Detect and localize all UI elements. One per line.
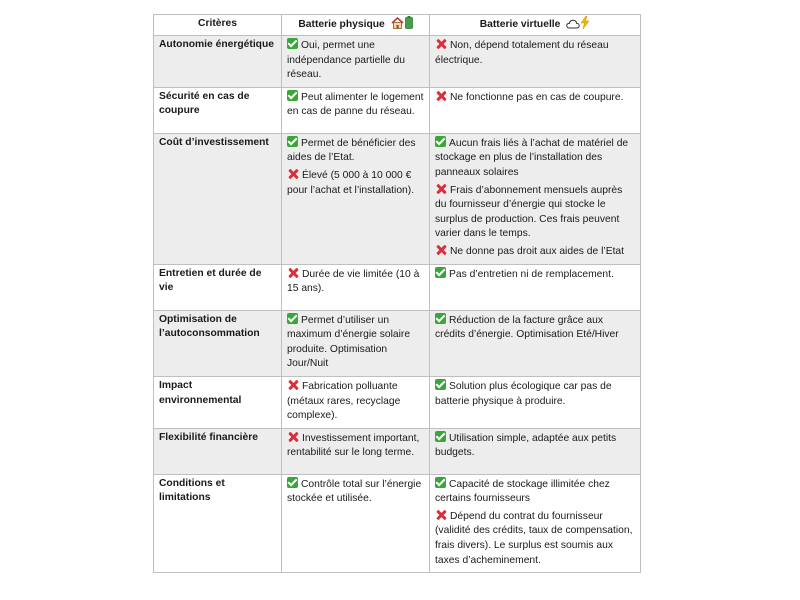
cross-icon	[287, 168, 299, 180]
cell-text: Contrôle total sur l’énergie stockée et utilisée.	[287, 478, 422, 505]
cross-icon	[435, 90, 447, 102]
cell-text: Aucun frais liés à l’achat de matériel de stockage en plus de l’installation des panneaux solaires	[435, 137, 629, 178]
cell-text: Capacité de stockage illimitée chez certains fournisseurs	[435, 478, 610, 505]
cell-text: Solution plus écologique car pas de batterie physique à produire.	[435, 380, 612, 407]
table-row	[154, 87, 641, 133]
physical-cell	[282, 264, 430, 310]
cell-line	[287, 431, 424, 461]
check-icon	[435, 431, 446, 442]
criterion-cell: Flexibilité financière	[154, 428, 282, 474]
cross-icon	[435, 38, 447, 50]
cell-text: Élevé (5 000 à 10 000 € pour l’achat et l’installation).	[287, 169, 415, 196]
check-icon	[287, 313, 298, 324]
battery-icon	[405, 16, 413, 34]
cell-text: Pas d’entretien ni de remplacement.	[449, 268, 614, 280]
table-row	[154, 310, 641, 376]
cross-icon	[287, 267, 299, 279]
cell-line	[287, 168, 424, 198]
virtual-cell	[430, 474, 641, 573]
header-physical-label: Batterie physique	[298, 19, 385, 30]
physical-cell	[282, 376, 430, 428]
cell-line	[287, 477, 424, 507]
virtual-cell	[430, 310, 641, 376]
cell-text: Frais d’abonnement mensuels auprès du fournisseur d’énergie qui stocke le surplus de production. Ces frais peuvent varier dans le temps.	[435, 184, 623, 240]
physical-cell	[282, 310, 430, 376]
criterion-cell: Conditions et limitations	[154, 474, 282, 573]
check-icon	[287, 136, 298, 147]
comparison-table	[153, 14, 641, 573]
house-icon	[391, 17, 404, 34]
cell-line	[435, 90, 635, 106]
cross-icon	[287, 379, 299, 391]
cell-text: Réduction de la facture grâce aux crédits d’énergie. Optimisation Eté/Hiver	[435, 314, 619, 341]
table-row	[154, 264, 641, 310]
physical-cell	[282, 87, 430, 133]
cross-icon	[287, 431, 299, 443]
criterion-cell: Entretien et durée de vie	[154, 264, 282, 310]
check-icon	[287, 38, 298, 49]
cross-icon	[435, 509, 447, 521]
table-row	[154, 376, 641, 428]
check-icon	[435, 477, 446, 488]
physical-cell	[282, 428, 430, 474]
physical-cell	[282, 474, 430, 573]
criterion-cell: Coût d’investissement	[154, 133, 282, 264]
cell-line	[435, 136, 635, 181]
cell-text: Durée de vie limitée (10 à 15 ans).	[287, 268, 420, 295]
cell-line	[435, 267, 635, 283]
criterion-cell: Autonomie énergétique	[154, 36, 282, 88]
cell-line	[435, 183, 635, 242]
cell-text: Permet d’utiliser un maximum d’énergie solaire produite. Optimisation Jour/Nuit	[287, 314, 411, 370]
cell-line	[435, 244, 635, 260]
header-virtual-label: Batterie virtuelle	[479, 19, 561, 30]
cell-line	[435, 38, 635, 68]
check-icon	[435, 136, 446, 147]
lightning-icon	[580, 16, 590, 34]
check-icon	[435, 379, 446, 390]
table-row	[154, 428, 641, 474]
check-icon	[435, 267, 446, 278]
cell-text: Ne donne pas droit aux aides de l’Etat	[450, 245, 625, 257]
table-row	[154, 474, 641, 573]
check-icon	[287, 477, 298, 488]
cell-text: Non, dépend totalement du réseau électrique.	[435, 40, 609, 66]
cell-line	[287, 90, 424, 120]
cell-text: Fabrication polluante (métaux rares, recyclage complexe).	[287, 380, 401, 422]
cell-line	[435, 313, 635, 343]
virtual-cell	[430, 428, 641, 474]
virtual-cell	[430, 376, 641, 428]
header-virtual	[430, 15, 641, 36]
criterion-cell: Impact environnemental	[154, 376, 282, 428]
cloud-icon	[566, 19, 580, 34]
virtual-cell	[430, 133, 641, 264]
cell-text: Utilisation simple, adaptée aux petits budgets.	[435, 432, 617, 459]
cell-text: Investissement important, rentabilité sur le long terme.	[287, 432, 420, 459]
header-criteria-label: Critères	[198, 18, 237, 29]
cell-line	[435, 509, 635, 568]
cell-line	[287, 136, 424, 166]
cell-line	[435, 431, 635, 461]
cross-icon	[435, 183, 447, 195]
virtual-cell	[430, 264, 641, 310]
cell-text: Ne fonctionne pas en cas de coupure.	[450, 91, 624, 103]
virtual-cell	[430, 87, 641, 133]
header-criteria	[154, 15, 282, 36]
header-row	[154, 15, 641, 36]
check-icon	[287, 90, 298, 101]
table-row	[154, 36, 641, 88]
cell-line	[435, 477, 635, 507]
physical-cell	[282, 133, 430, 264]
header-physical	[282, 15, 430, 36]
cell-line	[287, 267, 424, 297]
cell-line	[435, 379, 635, 409]
physical-cell	[282, 36, 430, 88]
cell-text: Oui, permet une indépendance partielle du réseau.	[287, 40, 405, 81]
cell-line	[287, 379, 424, 424]
cross-icon	[435, 244, 447, 256]
table-row	[154, 133, 641, 264]
cell-line	[287, 38, 424, 83]
check-icon	[435, 313, 446, 324]
cell-text: Dépend du contrat du fournisseur (validité des crédits, taux de compensation, frais divers). Le surplus est soumis aux taxes d’acheminement.	[435, 510, 633, 566]
criterion-cell: Sécurité en cas de coupure	[154, 87, 282, 133]
virtual-cell	[430, 36, 641, 88]
criterion-cell: Optimisation de l’autoconsommation	[154, 310, 282, 376]
cell-line	[287, 313, 424, 372]
cell-text: Peut alimenter le logement en cas de panne du réseau.	[287, 91, 424, 118]
cell-text: Permet de bénéficier des aides de l’Etat.	[287, 137, 416, 164]
